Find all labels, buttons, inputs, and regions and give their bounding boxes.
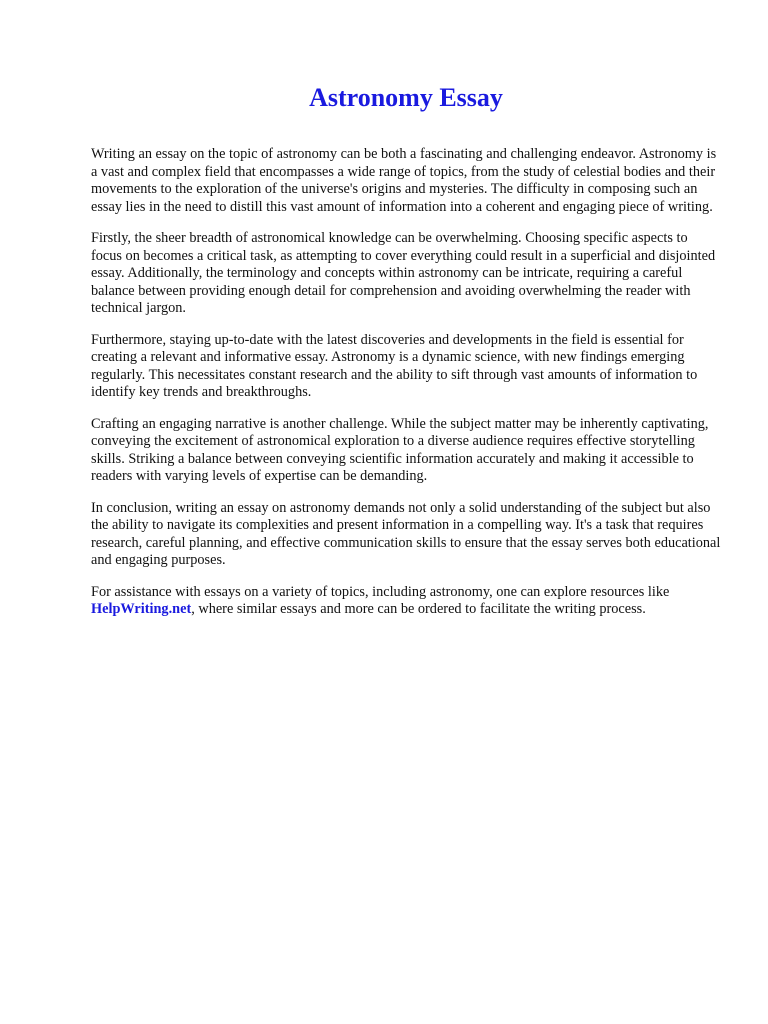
paragraph-conclusion: In conclusion, writing an essay on astronomy demands not only a solid understanding of the subject but also the ability to navigate its complexities and present information in a compelling way. It's a task that requires research, careful planning, and effective communication skills to ensure that the essay serves both educational and engaging purposes.: [91, 499, 721, 568]
assistance-text-after: , where similar essays and more can be ordered to facilitate the writing process.: [191, 601, 646, 617]
paragraph-intro: Writing an essay on the topic of astronomy can be both a fascinating and challenging endeavor. Astronomy is a vast and complex field that encompasses a wide range of topics, from the study of celestial bodies and their movements to the exploration of the universe's origins and mysteries. The difficulty in composing such an essay lies in the need to distill this vast amount of information into a coherent and engaging piece of writing.: [91, 146, 717, 215]
essay-title: Astronomy Essay: [309, 83, 503, 112]
assistance-text-before: For assistance with essays on a variety of topics, including astronomy, one can explore resources like: [91, 583, 670, 600]
paragraph-assistance: [91, 584, 721, 619]
paragraph-up-to-date: Furthermore, staying up-to-date with the latest discoveries and developments in the field is essential for creating a relevant and informative essay. Astronomy is a dynamic science, with new findings emerging regularly. This necessitates constant research and the ability to sift through vast amounts of information to identify key trends and breakthroughs.: [91, 331, 698, 400]
paragraph-narrative: Crafting an engaging narrative is another challenge. While the subject matter may be inherently captivating, conveying the excitement of astronomical exploration to a diverse audience requires effective storytelling skills. Striking a balance between conveying scientific information accurately and making it accessible to readers with varying levels of expertise can be demanding.: [91, 415, 709, 484]
paragraph-breadth: Firstly, the sheer breadth of astronomical knowledge can be overwhelming. Choosing specific aspects to focus on becomes a critical task, as attempting to cover everything could result in a superficial and disjointed essay. Additionally, the terminology and concepts within astronomy can be intricate, requiring a careful balance between providing enough detail for comprehension and avoiding overwhelming the reader with technical jargon.: [91, 230, 716, 316]
essay-body: [91, 146, 721, 633]
helpwriting-link[interactable]: HelpWriting.net: [91, 601, 192, 617]
